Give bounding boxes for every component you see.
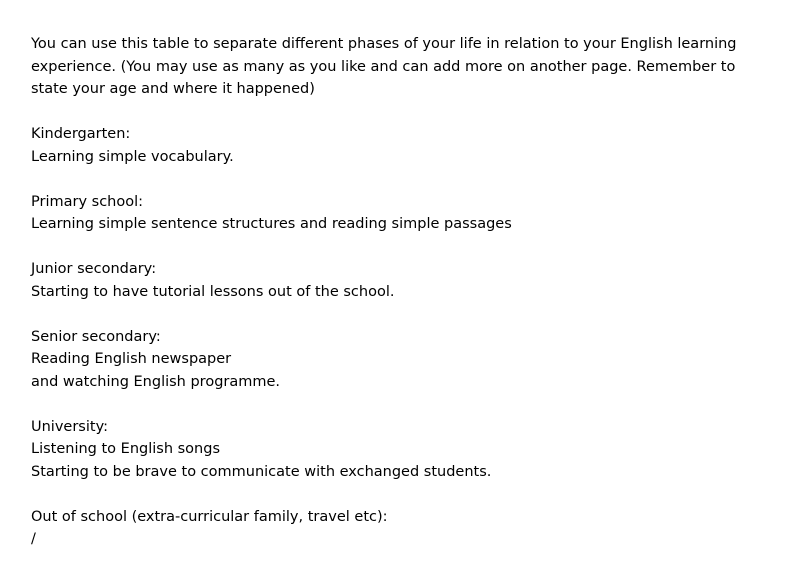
document-page [31, 33, 771, 551]
section-heading: Junior secondary: [31, 261, 157, 277]
section-entry: / [31, 531, 36, 547]
section-kindergarten [31, 123, 771, 168]
section-heading: University: [31, 418, 108, 435]
intro-line: You can use this table to separate different phases of your life in relation to your English learning [31, 36, 737, 52]
intro-paragraph [31, 33, 771, 101]
section-entry: Listening to English songs [31, 441, 220, 457]
section-entry: Learning simple sentence structures and reading simple passages [31, 216, 512, 232]
section-university [31, 416, 771, 484]
section-heading: Senior secondary: [31, 328, 161, 345]
section-senior-secondary [31, 326, 771, 394]
section-heading: Primary school: [31, 193, 144, 210]
section-junior-secondary [31, 258, 771, 303]
section-primary-school [31, 191, 771, 236]
section-entry: Starting to be brave to communicate with exchanged students. [31, 463, 492, 480]
section-entry: and watching English programme. [31, 373, 281, 390]
intro-line: experience. (You may use as many as you like and can add more on another page. Remember to [31, 58, 736, 75]
section-heading: Out of school (extra-curricular family, travel etc): [31, 508, 388, 525]
section-heading: Kindergarten: [31, 126, 131, 142]
section-entry: Learning simple vocabulary. [31, 148, 234, 165]
section-entry: Reading English newspaper [31, 351, 232, 367]
section-entry: Starting to have tutorial lessons out of the school. [31, 283, 395, 300]
intro-line: state your age and where it happened) [31, 81, 315, 97]
section-out-of-school [31, 506, 771, 551]
